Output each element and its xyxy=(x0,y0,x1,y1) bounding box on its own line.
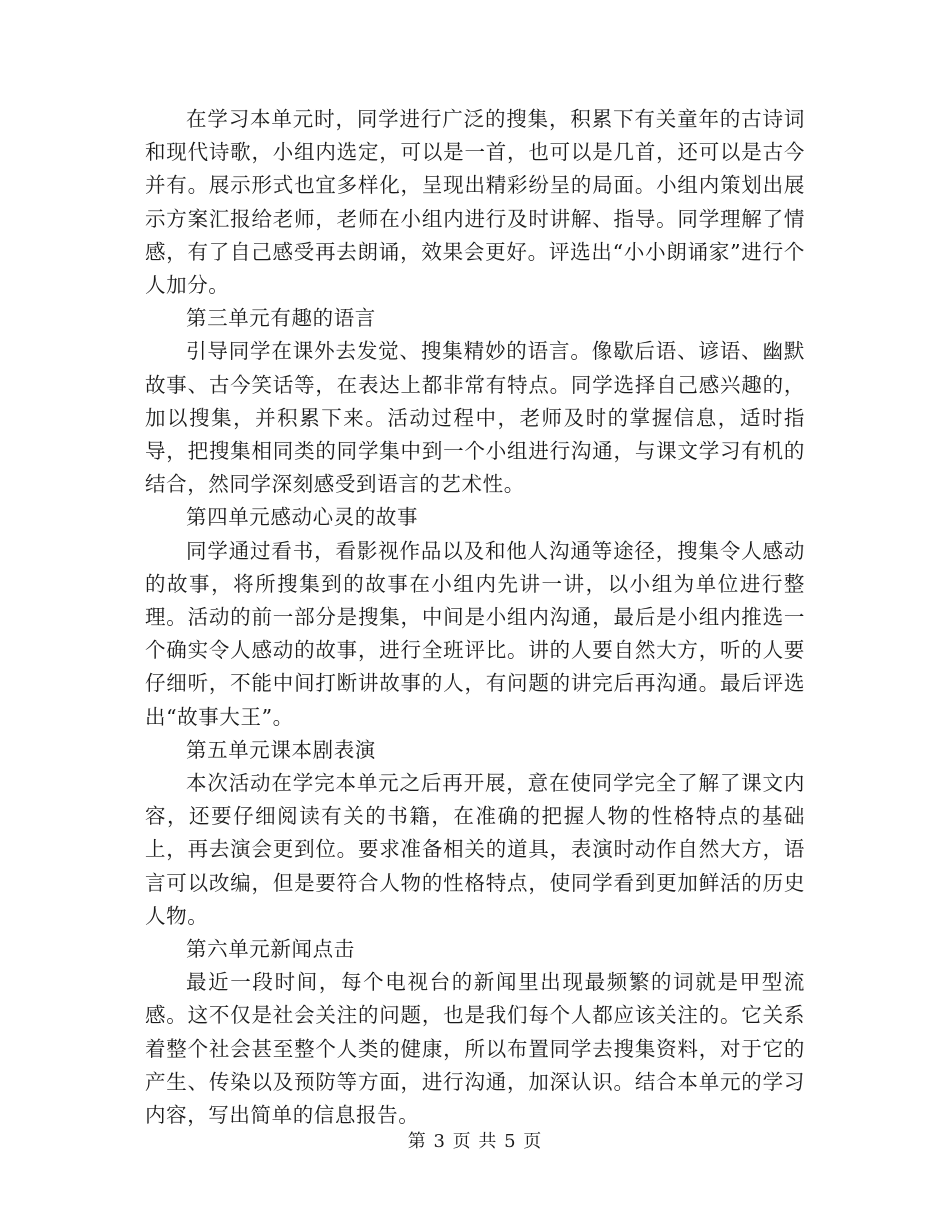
paragraph-unit-4: 同学通过看书，看影视作品以及和他人沟通等途径，搜集令人感动的故事，将所搜集到的故事在小组内先讲一讲，以小组为单位进行整理。活动的前一部分是搜集，中间是小组内沟通，最后是小组内推选一个确实令人感动的故事，进行全班评比。讲的人要自然大方，听的人要仔细听，不能中间打断讲故事的人，有问题的讲完后再沟通。最后评选出“故事大王”。 xyxy=(145,538,805,729)
document-body xyxy=(145,103,805,1132)
paragraph-recitation: 在学习本单元时，同学进行广泛的搜集，积累下有关童年的古诗词和现代诗歌，小组内选定，可以是一首，也可以是几首，还可以是古今并有。展示形式也宜多样化，呈现出精彩纷呈的局面。小组内策划出展示方案汇报给老师，老师在小组内进行及时讲解、指导。同学理解了情感，有了自己感受再去朗诵，效果会更好。评选出“小小朗诵家”进行个人加分。 xyxy=(145,107,805,298)
heading-unit-6: 第六单元新闻点击 xyxy=(186,937,355,962)
heading-unit-5: 第五单元课本剧表演 xyxy=(186,737,376,762)
paragraph-unit-6: 最近一段时间，每个电视台的新闻里出现最频繁的词就是甲型流感。这不仅是社会关注的问题，也是我们每个人都应该关注的。它关系着整个社会甚至整个人类的健康，所以布置同学去搜集资料，对于它的产生、传染以及预防等方面，进行沟通，加深认识。结合本单元的学习内容，写出简单的信息报告。 xyxy=(145,970,805,1128)
heading-unit-4: 第四单元感动心灵的故事 xyxy=(186,505,419,530)
heading-unit-3: 第三单元有趣的语言 xyxy=(186,306,376,331)
paragraph-unit-5: 本次活动在学完本单元之后再开展，意在使同学完全了解了课文内容，还要仔细阅读有关的书籍，在准确的把握人物的性格特点的基础上，再去演会更到位。要求准备相关的道具，表演时动作自然大方，语言可以改编，但是要符合人物的性格特点，使同学看到更加鲜活的历史人物。 xyxy=(145,771,805,928)
paragraph-unit-3: 引导同学在课外去发觉、搜集精妙的语言。像歇后语、谚语、幽默故事、古今笑话等，在表达上都非常有特点。同学选择自己感兴趣的，加以搜集，并积累下来。活动过程中，老师及时的掌握信息，适时指导，把搜集相同类的同学集中到一个小组进行沟通，与课文学习有机的结合，然同学深刻感受到语言的艺术性。 xyxy=(145,339,805,497)
page-number-footer: 第 3 页 共 5 页 xyxy=(407,1131,543,1152)
